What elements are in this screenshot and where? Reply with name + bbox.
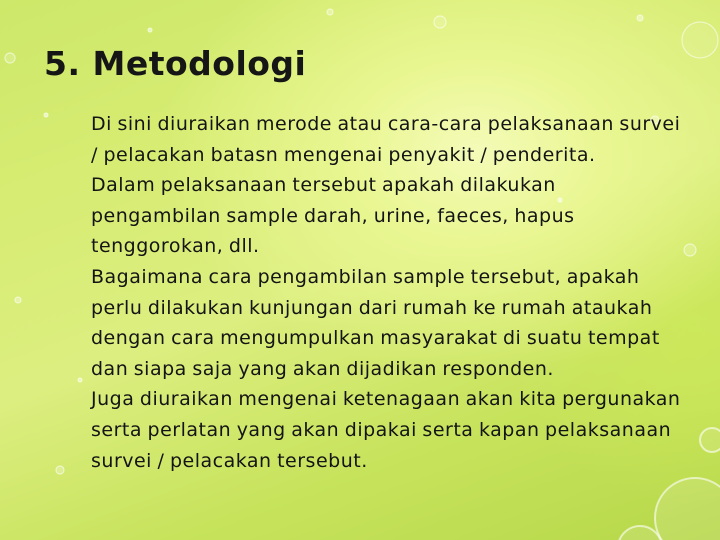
- paragraph-cara-pengambilan: Bagaimana cara pengambilan sample tersebut, apakah perlu dilakukan kunjungan dari rumah ke rumah ataukah dengan cara mengumpulkan masyarakat di suatu tempat dan siapa saja yang akan dijadikan responden.: [91, 265, 660, 380]
- slide-body: [91, 109, 681, 476]
- paragraph-metode: Di sini diuraikan merode atau cara-cara pelaksanaan survei / pelacakan batasn mengenai penyakit / penderita.: [91, 113, 681, 166]
- slide-title: 5. Metodologi: [44, 44, 307, 83]
- paragraph-pengambilan-sample: Dalam pelaksanaan tersebut apakah dilakukan pengambilan sample darah, urine, faeces, hapus tenggorokan, dll.: [91, 174, 575, 258]
- paragraph-ketenagaan: Juga diuraikan mengenai ketenagaan akan kita pergunakan serta perlatan yang akan dipakai serta kapan pelaksanaan survei / pelacakan tersebut.: [91, 388, 681, 472]
